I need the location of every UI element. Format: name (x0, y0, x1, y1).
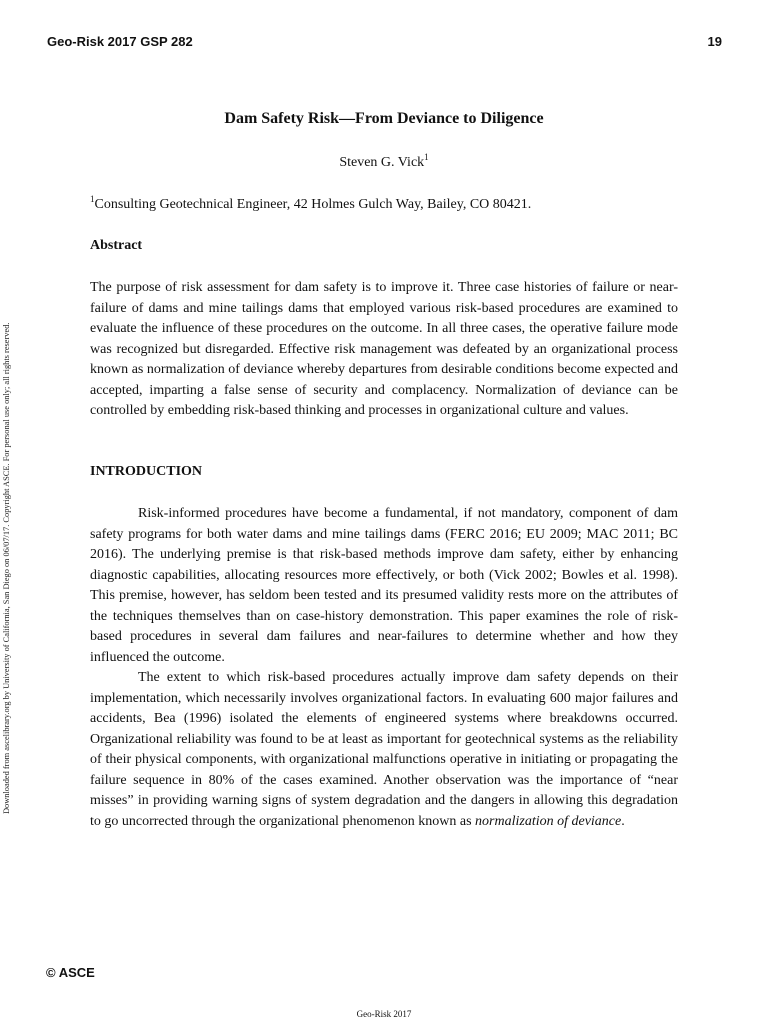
abstract-heading: Abstract (90, 238, 143, 253)
affiliation (90, 194, 532, 213)
affiliation-text: Consulting Geotechnical Engineer, 42 Holmes Gulch Way, Bailey, CO 80421. (94, 197, 532, 212)
copyright-notice: © ASCE (46, 965, 95, 980)
paragraph-2-end: . (621, 813, 625, 829)
introduction-paragraph-1: Risk-informed procedures have become a fundamental, if not mandatory, component of dam safety programs for both water dams and mine tailings dams (FERC 2016; EU 2009; MAC 2011; BC 2016). The underlying premise is that risk-based methods improve dam safety, either by enhancing diagnostic capabilities, allocating resources more effectively, or both (Vick 2002; Bowles et al. 1998). This premise, however, has seldom been tested and its presumed validity rests more on the attributes of the techniques themselves than on case-history demonstration. This paper examines the role of risk-based procedures in several dam failures and near-failures to determine whether and how they influenced the outcome. (90, 506, 678, 665)
paragraph-2-text: The extent to which risk-based procedures actually improve dam safety depends on their implementation, which necessarily involves organizational factors. In evaluating 600 major failures and accidents, Bea (1996) isolated the elements of engineered systems where breakdowns occurred. Organizational reliability was found to be at least as important for geotechnical systems as the reliability of their physical components, with organizational malfunctions operative in initiating or propagating the failure sequence in 80% of the cases examined. Another observation was the importance of “near misses” in providing warning signs of system degradation and the dangers in allowing this degradation to go uncorrected through the organizational phenomenon known as (90, 670, 678, 829)
author-name: Steven G. Vick (339, 155, 425, 170)
abstract-body: The purpose of risk assessment for dam safety is to improve it. Three case histories of failure or near-failure of dams and mine tailings dams that employed various risk-based procedures are examined to evaluate the influence of these procedures on the outcome. In all three cases, the operative failure mode was recognized but disregarded. Effective risk management was defeated by an organizational process known as normalization of deviance whereby departures from desirable conditions become expected and accepted, imparting a false sense of security and complacency. Normalization of deviance can be controlled by embedding risk-based thinking and processes in organizational culture and values. (90, 280, 678, 418)
author-footnote-marker: 1 (424, 152, 429, 162)
download-notice: Downloaded from ascelibrary.org by University of California, San Diego on 06/07/17. Copyright ASCE. For personal use only; all rights reserved. (2, 322, 11, 814)
page-number: 19 (707, 34, 722, 49)
author-line (0, 152, 768, 171)
paper-title: Dam Safety Risk—From Deviance to Diligence (224, 110, 544, 127)
introduction-heading: INTRODUCTION (90, 464, 203, 479)
introduction-paragraph-2 (90, 668, 678, 832)
paragraph-2-emphasis: normalization of deviance (475, 813, 622, 829)
affiliation-marker: 1 (90, 194, 95, 204)
page-footer: Geo-Risk 2017 (356, 1009, 412, 1019)
running-header: Geo-Risk 2017 GSP 282 (47, 34, 193, 49)
